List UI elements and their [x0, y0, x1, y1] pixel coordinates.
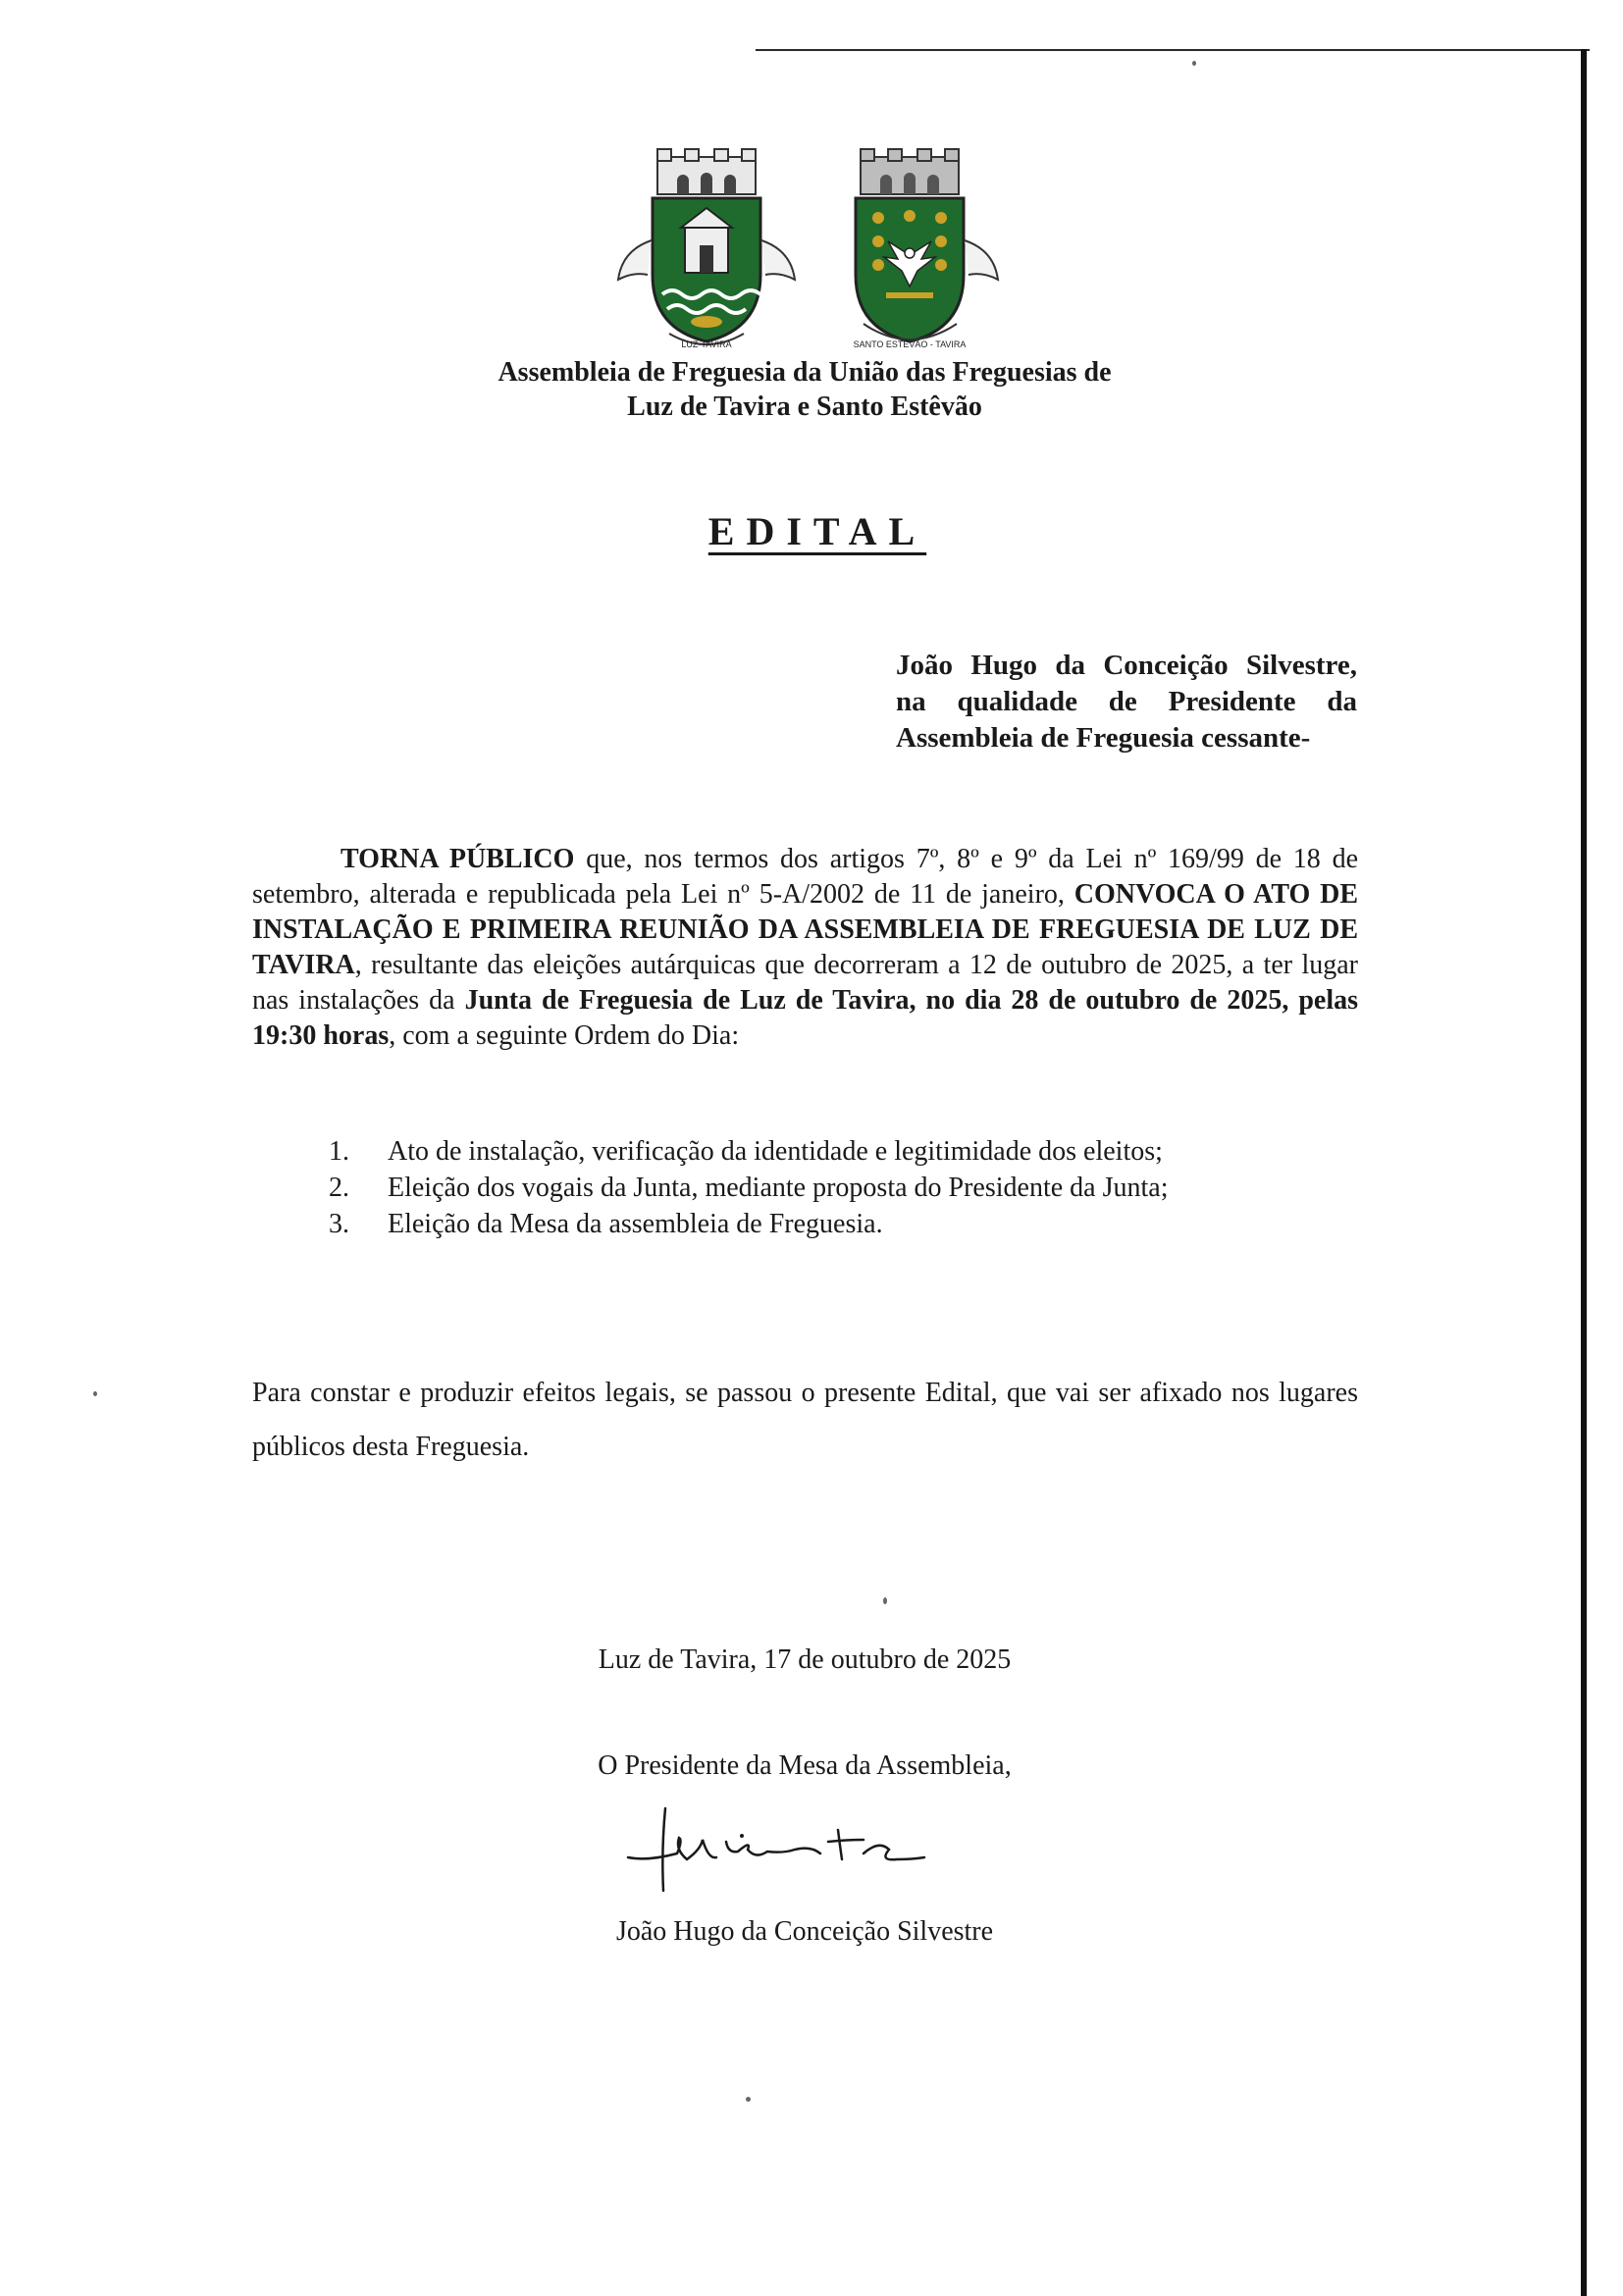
scan-speck [93, 1391, 97, 1396]
author-block [896, 648, 1357, 757]
scan-speck [883, 1597, 887, 1604]
agenda-number: 3. [329, 1209, 349, 1239]
agenda-text: Eleição da Mesa da assembleia de Freguesia. [388, 1209, 883, 1239]
crest-left-label: LUZ-TAVIRA [681, 339, 732, 349]
author-line-2: na qualidade de Presidente da [896, 686, 1357, 717]
scan-speck [1192, 61, 1196, 66]
author-line-3: Assembleia de Freguesia cessante- [896, 722, 1311, 754]
body-text-1: que, nos termos dos artigos 7º, 8º e 9º da Lei nº 169/99 de 18 de setembro, alterada e republicada pela Lei nº 5-A/2002 de 11 de janeiro, [252, 844, 1358, 910]
closing-paragraph: Para constar e produzir efeitos legais, se passou o presente Edital, que vai ser afixado nos lugares públicos desta Freguesia. [252, 1378, 1358, 1462]
header-line-1: Assembleia de Freguesia da União das Freguesias de [497, 357, 1112, 388]
scan-speck [746, 2097, 751, 2102]
body-text-2: , resultante das eleições autárquicas que decorreram a 12 de outubro de 2025, a ter lugar nas instalações da [252, 950, 1358, 1016]
crest-right-label: SANTO ESTÊVÃO - TAVIRA [853, 339, 967, 349]
agenda-number: 1. [329, 1136, 349, 1167]
author-line-1: João Hugo da Conceição Silvestre, [896, 650, 1357, 681]
agenda-number: 2. [329, 1173, 349, 1203]
santo-estevao-coat-of-arms [810, 147, 1011, 353]
agenda-item [329, 1133, 1359, 1170]
agenda-item [329, 1170, 1359, 1206]
main-paragraph [252, 842, 1358, 1054]
place-and-date: Luz de Tavira, 17 de outubro de 2025 [598, 1644, 1012, 1675]
document-title [0, 508, 1623, 554]
title-text: EDITAL [707, 509, 927, 553]
scan-edge-top [756, 49, 1590, 51]
signer-name: João Hugo da Conceição Silvestre [615, 1916, 994, 1947]
handwritten-signature [618, 1781, 942, 1899]
header-line-2: Luz de Tavira e Santo Estêvão [627, 391, 982, 422]
agenda-list [329, 1133, 1359, 1242]
luz-tavira-coat-of-arms [608, 147, 805, 353]
assembly-header [393, 355, 1217, 424]
coats-of-arms [608, 147, 1011, 353]
convocation-statement: CONVOCA O ATO DE INSTALAÇÃO E PRIMEIRA REUNIÃO DA ASSEMBLEIA DE FREGUESIA DE LUZ DE TAVIRA [252, 879, 1358, 980]
body-text-3: , com a seguinte Ordem do Dia: [389, 1020, 740, 1051]
torna-publico: TORNA PÚBLICO [340, 844, 575, 874]
meeting-location-date: Junta de Freguesia de Luz de Tavira, no dia 28 de outubro de 2025, pelas 19:30 horas [252, 985, 1358, 1051]
agenda-text: Ato de instalação, verificação da identidade e legitimidade dos eleitos; [388, 1136, 1163, 1167]
agenda-text: Eleição dos vogais da Junta, mediante proposta do Presidente da Junta; [388, 1173, 1169, 1203]
agenda-item [329, 1206, 1359, 1242]
scan-edge-right [1581, 49, 1587, 2296]
signer-role: O Presidente da Mesa da Assembleia, [598, 1750, 1012, 1781]
